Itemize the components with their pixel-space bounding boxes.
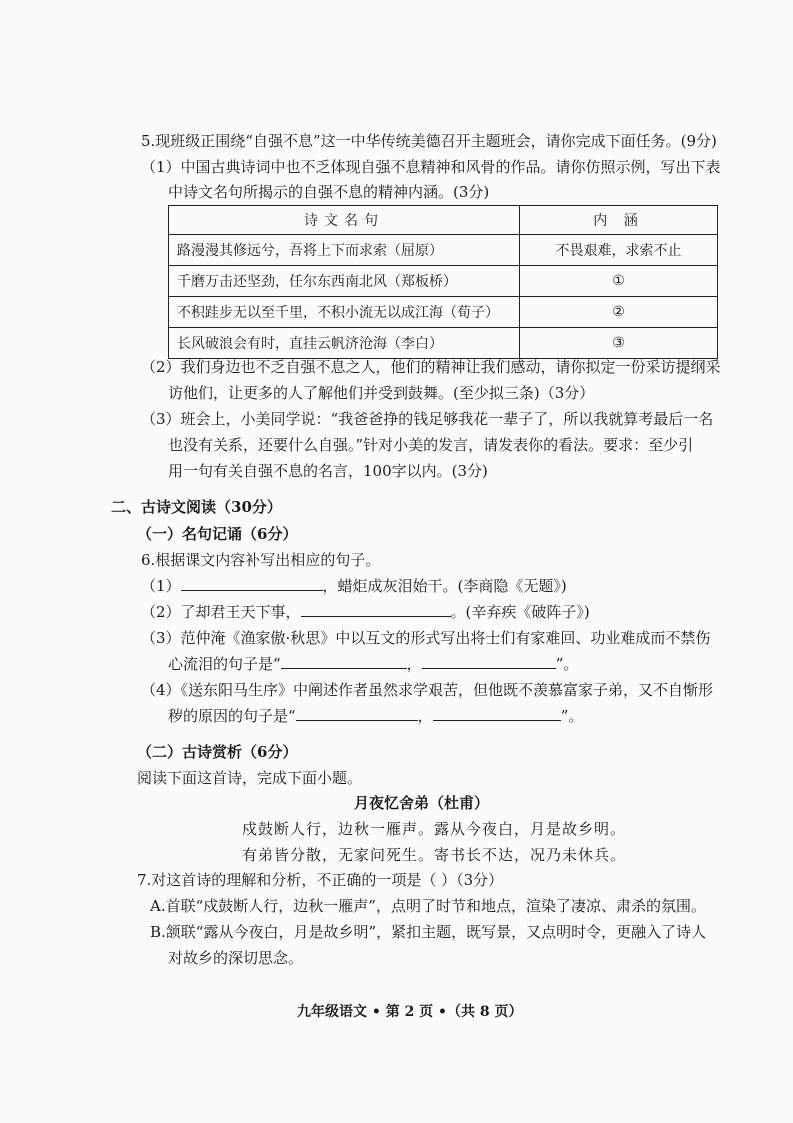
table-row: [169, 297, 718, 328]
q5-part1-line1: （1）中国古典诗词中也不乏体现自强不息精神和风骨的作品。请你仿照示例，写出下表: [141, 158, 721, 176]
poem-line-1: 戍鼓断人行，边秋一雁声。露从今夜白，月是故乡明。: [242, 820, 627, 838]
q5-part3-line2: 也没有关系，还要什么自强。”针对小美的发言，请发表你的看法。要求：至少引: [168, 436, 694, 454]
q6-stem: 6.根据课文内容补写出相应的句子。: [141, 551, 381, 569]
q5-stem: 5.现班级正围绕“自强不息”这一中华传统美德召开主题班会，请你完成下面任务。(9分): [141, 132, 717, 150]
q6-item1-number: （1）: [141, 577, 181, 595]
answer-blank[interactable]: [422, 654, 556, 669]
q6-item4-line2: [168, 706, 583, 726]
q6-item4-line1: （4）《送东阳马生序》中阐述作者虽然求学艰苦，但他既不羡慕富家子弟，又不自惭形: [141, 681, 714, 699]
q6-item1-text: ，蜡炬成灰泪始干。(李商隐《无题》): [322, 577, 567, 595]
answer-blank[interactable]: [433, 706, 561, 721]
table-cell-meaning: ③: [520, 328, 718, 359]
subsection-heading-poetry: （二）古诗赏析（6分）: [137, 743, 298, 761]
q6-item2: [141, 602, 590, 622]
q6-item4-prefix: 秽的原因的句子是“: [168, 707, 296, 725]
page-footer: 九年级语文 • 第 2 页 •（共 8 页）: [297, 1004, 523, 1020]
q6-item4-comma: ，: [417, 707, 433, 725]
q7-stem: 7.对这首诗的理解和分析，不正确的一项是（ ）（3分）: [137, 871, 504, 889]
table-cell-verse: 不积跬步无以至千里，不积小流无以成江海（荀子）: [169, 297, 520, 328]
subsection-heading-recitation: （一）名句记诵（6分）: [137, 525, 298, 543]
answer-blank[interactable]: [181, 576, 323, 591]
q6-item3-prefix: 心流泪的句子是“: [168, 655, 281, 673]
poem-line-2: 有弟皆分散，无家问死生。寄书长不达，况乃未休兵。: [242, 846, 627, 864]
answer-blank[interactable]: [296, 706, 418, 721]
answer-blank[interactable]: [281, 654, 407, 669]
q6-item4-end: ”。: [560, 707, 584, 725]
poem-title: 月夜忆舍弟（杜甫）: [354, 794, 490, 812]
table-cell-meaning: ②: [520, 297, 718, 328]
q5-part3-line1: （3）班会上，小美同学说：“我爸爸挣的钱足够我花一辈子了，所以我就算考最后一名: [141, 410, 714, 428]
table-header-verse: 诗文名句: [169, 206, 520, 235]
q6-item3-comma: ，: [406, 655, 422, 673]
q7-option-b-line1: B.颔联“露从今夜白，月是故乡明”，紧扣主题，既写景，又点明时令，更融入了诗人: [150, 923, 707, 941]
q6-item3-line1: （3）范仲淹《渔家傲·秋思》中以互文的形式写出将士们有家难回、功业难成而不禁伤: [141, 629, 711, 647]
q7-option-a: A.首联“戍鼓断人行，边秋一雁声”，点明了时节和地点，渲染了凄凉、肃杀的氛围。: [150, 897, 706, 915]
q5-part2-line1: （2）我们身边也不乏自强不息之人，他们的精神让我们感动，请你拟定一份采访提纲采: [141, 358, 721, 376]
reading-instruction: 阅读下面这首诗，完成下面小题。: [137, 769, 363, 787]
table-cell-verse: 千磨万击还坚劲，任尔东西南北风（郑板桥）: [169, 266, 520, 297]
q5-part2-line2: 访他们，让更多的人了解他们并受到鼓舞。(至少拟三条)（3分）: [168, 384, 595, 402]
table-header-meaning: 内 涵: [520, 206, 718, 235]
q6-item2-suffix: 。(辛弃疾《破阵子》): [450, 603, 590, 621]
table-row: [169, 235, 718, 266]
table-row: [169, 328, 718, 359]
answer-blank[interactable]: [301, 602, 451, 617]
table-header-row: [169, 206, 718, 235]
table-cell-verse: 路漫漫其修远兮，吾将上下而求索（屈原）: [169, 235, 520, 266]
table-row: [169, 266, 718, 297]
q6-item3-line2: [168, 654, 578, 674]
q5-part1-line2: 中诗文名句所揭示的自强不息的精神内涵。(3分): [168, 183, 490, 201]
section-heading: 二、古诗文阅读（30分）: [111, 498, 282, 516]
table-cell-meaning: 不畏艰难，求索不止: [520, 235, 718, 266]
q6-item3-end: ”。: [555, 655, 579, 673]
q6-item1: [141, 576, 567, 596]
table-cell-verse: 长风破浪会有时，直挂云帆济沧海（李白）: [169, 328, 520, 359]
q5-part3-line3: 用一句有关自强不息的名言，100字以内。(3分): [168, 462, 488, 480]
verse-table: [168, 205, 718, 359]
q6-item2-prefix: （2）了却君王天下事，: [141, 603, 301, 621]
q7-option-b-line2: 对故乡的深切思念。: [168, 949, 304, 967]
table-cell-meaning: ①: [520, 266, 718, 297]
